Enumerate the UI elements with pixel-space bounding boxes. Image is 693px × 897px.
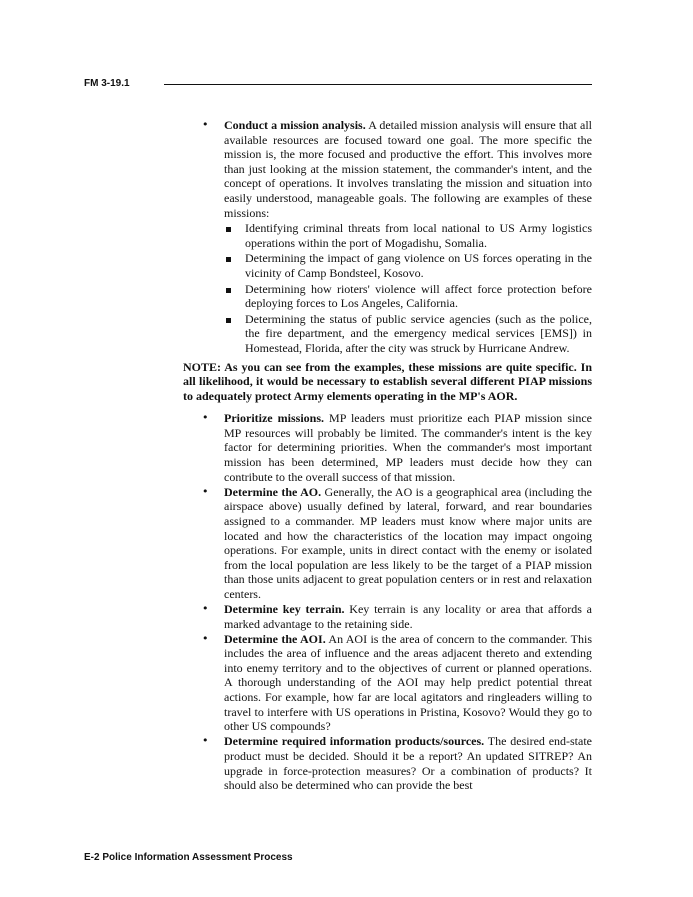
example-mission-text: Identifying criminal threats from local national to US Army logistics operations within the port of Mogadishu, Somalia. bbox=[245, 221, 592, 250]
bullet-marker: • bbox=[202, 484, 209, 498]
bullet-list-2 bbox=[183, 411, 592, 792]
page-footer: E-2 Police Information Assessment Process bbox=[84, 852, 293, 863]
bullet-lead: Determine the AO. bbox=[224, 484, 322, 499]
example-mission-text: Determining the status of public service agencies (such as the police, the fire department, and the emergency medical services [EMS]) in Homestead, Florida, after the city was struck by Hurricane Andrew. bbox=[245, 311, 592, 355]
square-bullet-icon bbox=[226, 257, 231, 262]
bullet-lead: Prioritize missions. bbox=[224, 411, 325, 426]
bullet-text: Generally, the AO is a geographical area (including the airspace above) usually defined by lateral, forward, and rear boundaries assigned to a commander. MP leaders must know where major units are located and how the characteristics of the location may impact ongoing operations. For example, units in direct contact with the enemy or isolated from the local population are less likely to be the target of a PIAP mission than those units adjacent to great population centers or in rest and relaxation centers. bbox=[224, 484, 592, 601]
bullet-marker: • bbox=[202, 411, 209, 425]
example-mission-item bbox=[224, 282, 592, 311]
bullet-lead: Determine key terrain. bbox=[224, 602, 345, 616]
square-bullet-icon bbox=[226, 318, 231, 323]
bullet-text: The desired end-state product must be decided. Should it be a report? An updated SITREP? An upgrade in force-protection measures? Or a combination of products? It should also be determined who can provide the best bbox=[224, 734, 593, 793]
bullet-lead: Determine the AOI. bbox=[224, 631, 326, 646]
bullet-prioritize-missions bbox=[183, 411, 592, 484]
example-mission-item bbox=[224, 251, 592, 280]
bullet-lead: Determine required information products/sources. bbox=[224, 734, 485, 749]
bullet-marker: • bbox=[202, 602, 209, 615]
bullet-lead: Conduct a mission analysis. bbox=[224, 118, 366, 132]
bullet-text: A detailed mission analysis will ensure that all available resources are focused toward one goal. The more specific the mission is, the more focused and productive the effort. This involves more than just looking at the mission statement, the commander's intent, and the concept of operations. It involves translating the mission and situation into easily understood, manageable goals. The following are examples of these missions: bbox=[224, 118, 592, 220]
square-bullet-icon bbox=[226, 288, 231, 293]
bullet-determine-key-terrain bbox=[183, 602, 592, 631]
bullet-text: An AOI is the area of concern to the commander. This includes the area of influence and the areas adjacent thereto and extending into enemy territory and to the objectives of current or planned operations. A thorough understanding of the AOI may help predict potential threat actions. For example, how far are local agitators and ringleaders willing to travel to interfere with US operations in Pristina, Kosovo? Would they go to other US compounds? bbox=[224, 631, 593, 734]
example-missions-list bbox=[224, 221, 592, 355]
example-mission-text: Determining the impact of gang violence on US forces operating in the vicinity of Camp Bondsteel, Kosovo. bbox=[245, 251, 592, 280]
example-mission-text: Determining how rioters' violence will affect force protection before deploying forces to Los Angeles, California. bbox=[245, 281, 592, 311]
example-mission-item bbox=[224, 221, 592, 250]
bullet-determine-ao bbox=[183, 485, 592, 602]
page-header bbox=[84, 78, 592, 92]
bullet-list-1 bbox=[183, 118, 592, 356]
bullet-marker: • bbox=[202, 118, 209, 131]
bullet-marker: • bbox=[202, 631, 209, 645]
square-bullet-icon bbox=[226, 227, 231, 232]
page-content bbox=[183, 118, 592, 793]
example-mission-item bbox=[224, 312, 592, 356]
bullet-conduct-mission-analysis bbox=[183, 118, 592, 356]
bullet-text: MP leaders must prioritize each PIAP mission since MP resources will probably be limited. The commander's intent is the key factor for determining priorities. When the commander's most important mission has been determined, MP leaders must decide how they can contribute to the overall success of that mission. bbox=[224, 411, 592, 484]
bullet-text: Key terrain is any locality or area that affords a marked advantage to the retaining side. bbox=[224, 602, 592, 631]
document-id: FM 3-19.1 bbox=[84, 78, 130, 89]
bullet-marker: • bbox=[202, 734, 209, 748]
bullet-determine-info-products bbox=[183, 734, 592, 792]
bullet-determine-aoi bbox=[183, 632, 592, 734]
header-rule bbox=[164, 84, 592, 85]
note-paragraph: NOTE: As you can see from the examples, these missions are quite specific. In all likelihood, it would be necessary to establish several different PIAP missions to adequately protect Army elements operating in the MP's AOR. bbox=[183, 359, 592, 403]
